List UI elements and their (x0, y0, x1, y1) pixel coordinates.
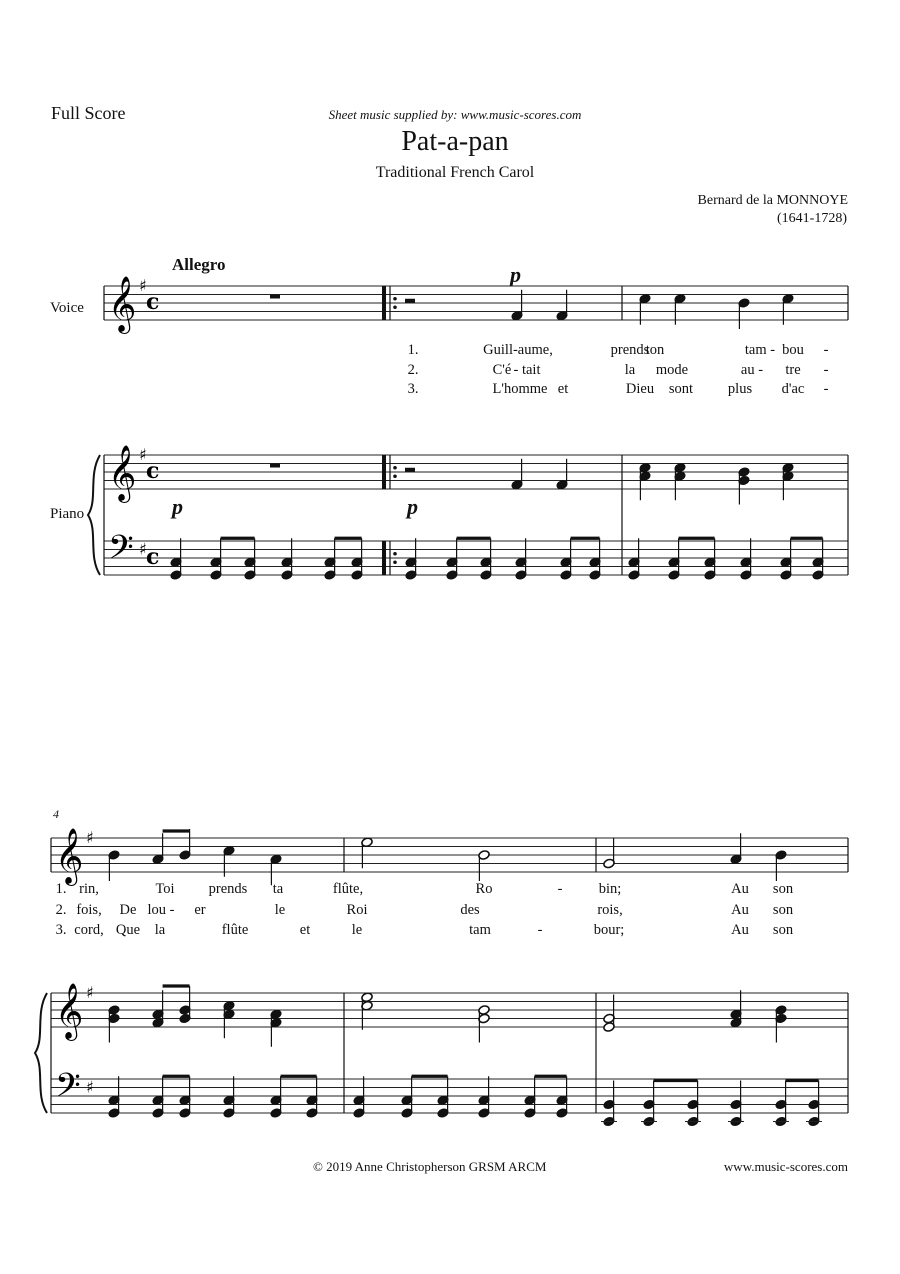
lyric-syllable: des (460, 902, 480, 918)
key-signature-sharp: ♯ (86, 1077, 94, 1097)
lyric-syllable: bou (782, 342, 804, 358)
lyric-syllable: Roi (346, 902, 368, 918)
lyric-syllable: la (154, 922, 166, 938)
lyric-syllable: d'ac (781, 381, 805, 397)
treble-clef: 𝄞 (55, 828, 84, 884)
supplier-note: Sheet music supplied by: www.music-scores.com (328, 107, 582, 122)
lyric-syllable: tre (785, 362, 801, 378)
lyric-syllable: Ro (475, 881, 493, 897)
lyric-syllable: C'é (492, 362, 512, 378)
tempo-marking: Allegro (172, 255, 226, 274)
lyric-syllable: tam - (744, 342, 776, 358)
lyric-syllable: sont (668, 381, 694, 397)
lyric-syllable: L'homme (492, 381, 548, 397)
lyric-syllable: - (823, 381, 829, 397)
lyric-syllable: et (299, 922, 311, 938)
lyric-syllable: - (537, 922, 543, 938)
repeat-dot (393, 560, 397, 564)
lyric-syllable: rois, (597, 902, 623, 918)
lyric-syllable: - (557, 881, 563, 897)
half-rest (405, 468, 415, 472)
composer-dates: (1641-1728) (777, 211, 847, 226)
measure-number-4: 4 (53, 807, 59, 821)
lyric-syllable: mode (655, 362, 689, 378)
treble-clef: 𝄞 (55, 983, 84, 1039)
treble-clef: 𝄞 (108, 276, 137, 332)
lyric-syllable: son (772, 902, 794, 918)
dynamic-piano-rh-1: p (172, 494, 183, 519)
bass-clef: 𝄢 (55, 1067, 81, 1113)
lyric-syllable: bour; (593, 922, 625, 938)
lyric-syllable: 3. (55, 922, 67, 938)
lyric-syllable: cord, (74, 922, 104, 938)
time-signature-common: c (146, 289, 160, 315)
key-signature-sharp: ♯ (139, 539, 147, 559)
bass-clef: 𝄢 (108, 529, 134, 575)
lyric-syllable: Au (731, 881, 749, 897)
footer-website: www.music-scores.com (723, 1159, 848, 1174)
voice-label: Voice (50, 300, 84, 316)
lyric-syllable: - (823, 362, 829, 378)
piano-label: Piano (50, 506, 85, 522)
score-type-label: Full Score (51, 103, 126, 123)
lyric-syllable: Que (115, 922, 141, 938)
lyric-syllable: le (274, 902, 286, 918)
lyric-syllable: son (772, 881, 794, 897)
lyric-syllable: Au (731, 902, 749, 918)
repeat-dot (393, 474, 397, 478)
key-signature-sharp: ♯ (139, 276, 147, 295)
lyric-syllable: - (823, 342, 829, 358)
lyric-syllable: prends (610, 342, 650, 358)
piece-title: Pat-a-pan (401, 126, 509, 157)
lyric-syllable: bin; (598, 881, 622, 897)
lyric-syllable: Toi (155, 881, 175, 897)
key-signature-sharp: ♯ (86, 983, 94, 1002)
lyric-syllable: Au (731, 922, 749, 938)
key-signature-sharp: ♯ (86, 828, 94, 847)
lyric-syllable: 1. (407, 342, 419, 358)
whole-rest (270, 464, 280, 468)
lyric-syllable: 3. (407, 381, 419, 397)
lyric-syllable: 1. (55, 881, 67, 897)
copyright-notice: © 2019 Anne Christopherson GRSM ARCM (313, 1159, 547, 1174)
lyric-syllable: le (351, 922, 363, 938)
repeat-dot (393, 305, 397, 309)
repeat-dot (393, 466, 397, 470)
lyric-syllable: la (624, 362, 636, 378)
lyric-syllable: au - (740, 362, 764, 378)
dynamic-piano-rh-2: p (407, 494, 418, 519)
lyric-syllable: ta (272, 881, 284, 897)
lyric-syllable: son (772, 922, 794, 938)
lyric-syllable: flûte, (332, 881, 364, 897)
dynamic-piano-voice: p (510, 262, 521, 287)
lyric-syllable: rin, (79, 881, 99, 897)
lyric-syllable: plus (727, 381, 753, 397)
composer-name: Bernard de la MONNOYE (697, 193, 848, 208)
lyric-syllable: et (557, 381, 569, 397)
repeat-dot (393, 297, 397, 301)
lyric-syllable: De (119, 902, 137, 918)
time-signature-common: c (146, 544, 160, 570)
piece-subtitle: Traditional French Carol (375, 164, 535, 181)
key-signature-sharp: ♯ (139, 445, 147, 464)
lyric-syllable: 2. (55, 902, 67, 918)
whole-rest (270, 295, 280, 299)
half-rest (405, 299, 415, 303)
lyric-syllable: Guill-aume, (483, 342, 553, 358)
lyric-syllable: ton (645, 342, 665, 358)
lyric-syllable: lou - (147, 902, 175, 918)
lyric-syllable: prends (208, 881, 248, 897)
piano-brace (88, 455, 100, 575)
lyric-syllable: tam (469, 922, 491, 938)
time-signature-common: c (146, 458, 160, 484)
repeat-dot (393, 552, 397, 556)
lyric-syllable: er (194, 902, 206, 918)
piano-brace (35, 993, 47, 1113)
treble-clef: 𝄞 (108, 445, 137, 501)
lyric-syllable: Dieu (625, 381, 655, 397)
lyric-syllable: - tait (513, 362, 541, 378)
lyric-syllable: flûte (221, 922, 249, 938)
lyric-syllable: 2. (407, 362, 419, 378)
lyric-syllable: fois, (76, 902, 102, 918)
